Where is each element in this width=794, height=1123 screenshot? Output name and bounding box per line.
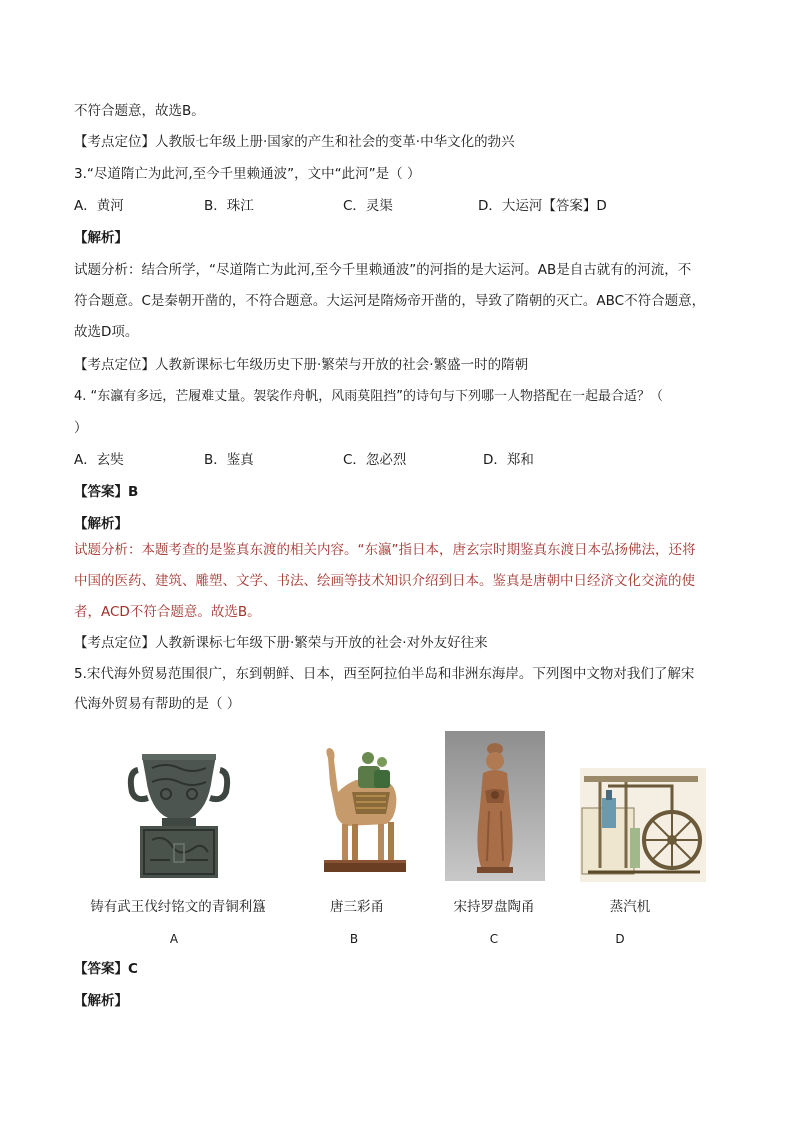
q4-option-d: D．郑和 <box>483 452 534 468</box>
q4-analysis-heading: 【解析】 <box>74 516 128 532</box>
q3-option-b: B．珠江 <box>204 198 254 214</box>
figure-d-caption: 蒸汽机 <box>609 899 651 915</box>
bronze-gui-vessel-image <box>122 748 236 880</box>
q3-analysis-heading: 【解析】 <box>74 230 128 246</box>
question-5-stem: 5.宋代海外贸易范围很广，东到朝鲜、日本，西至阿拉伯半岛和非洲东海岸。下列图中文物对我们了解宋 <box>74 666 695 682</box>
exam-point-line-q2: 【考点定位】人教版七年级上册·国家的产生和社会的变革·中华文化的勃兴 <box>74 134 515 150</box>
exam-point-line-q4: 【考点定位】人教新课标七年级下册·繁荣与开放的社会·对外友好往来 <box>74 635 488 651</box>
figure-b-caption: 唐三彩甬 <box>330 899 384 915</box>
q4-answer: 【答案】B <box>74 484 139 500</box>
q3-analysis-line-1: 试题分析：结合所学，“尽道隋亡为此河,至今千里赖通波”的河指的是大运河。AB是自古就有的河流，不 <box>74 262 692 278</box>
question-5-stem-cont: 代海外贸易有帮助的是（ ） <box>74 696 241 712</box>
q3-option-a: A．黄河 <box>74 198 124 214</box>
q4-analysis-line-2: 中国的医药、建筑、雕塑、文学、书法、绘画等技术知识介绍到日本。鉴真是唐朝中日经济文化交流的使 <box>74 573 695 589</box>
question-3-stem: 3.“尽道隋亡为此河,至今千里赖通波”，文中“此河”是（ ） <box>74 166 421 182</box>
q4-analysis-line-3: 者，ACD不符合题意。故选B。 <box>74 604 261 620</box>
q4-analysis-line-1: 试题分析：本题考查的是鉴真东渡的相关内容。“东瀛”指日本，唐玄宗时期鉴真东渡日本弘扬佛法，还将 <box>74 542 696 558</box>
q5-analysis-heading: 【解析】 <box>74 993 128 1009</box>
figure-a-letter: A <box>169 932 179 946</box>
text-line-conclusion: 不符合题意，故选B。 <box>74 103 205 119</box>
question-4-stem: 4. “东瀛有多远，芒履难丈量。袈裟作舟帆，风雨莫阻挡”的诗句与下列哪一人物搭配在一起最合适？（ <box>74 389 664 404</box>
q4-option-c: C．忽必烈 <box>343 452 407 468</box>
q3-option-d: D．大运河【答案】D <box>478 198 607 214</box>
q3-analysis-line-3: 故选D项。 <box>74 324 139 340</box>
figure-b-letter: B <box>349 932 359 946</box>
steam-engine-image <box>580 768 706 882</box>
figure-a-caption: 铸有武王伐纣铭文的青铜利簋 <box>90 899 266 915</box>
song-compass-figurine-image <box>445 731 545 881</box>
figure-c-caption: 宋持罗盘陶甬 <box>453 899 535 915</box>
figure-d-letter: D <box>615 932 625 946</box>
q3-option-c: C．灵渠 <box>343 198 393 214</box>
exam-point-line-q3: 【考点定位】人教新课标七年级历史下册·繁荣与开放的社会·繁盛一时的隋朝 <box>74 357 529 373</box>
q4-option-a: A．玄奘 <box>74 452 124 468</box>
figure-c-letter: C <box>489 932 499 946</box>
tang-sancai-camel-image <box>316 744 408 880</box>
q5-answer: 【答案】C <box>74 961 138 977</box>
q4-option-b: B．鉴真 <box>204 452 254 468</box>
question-4-stem-cont: ） <box>74 420 88 436</box>
q3-analysis-line-2: 符合题意。C是秦朝开凿的，不符合题意。大运河是隋炀帝开凿的，导致了隋朝的灭亡。ABC不符合题意， <box>74 293 706 309</box>
